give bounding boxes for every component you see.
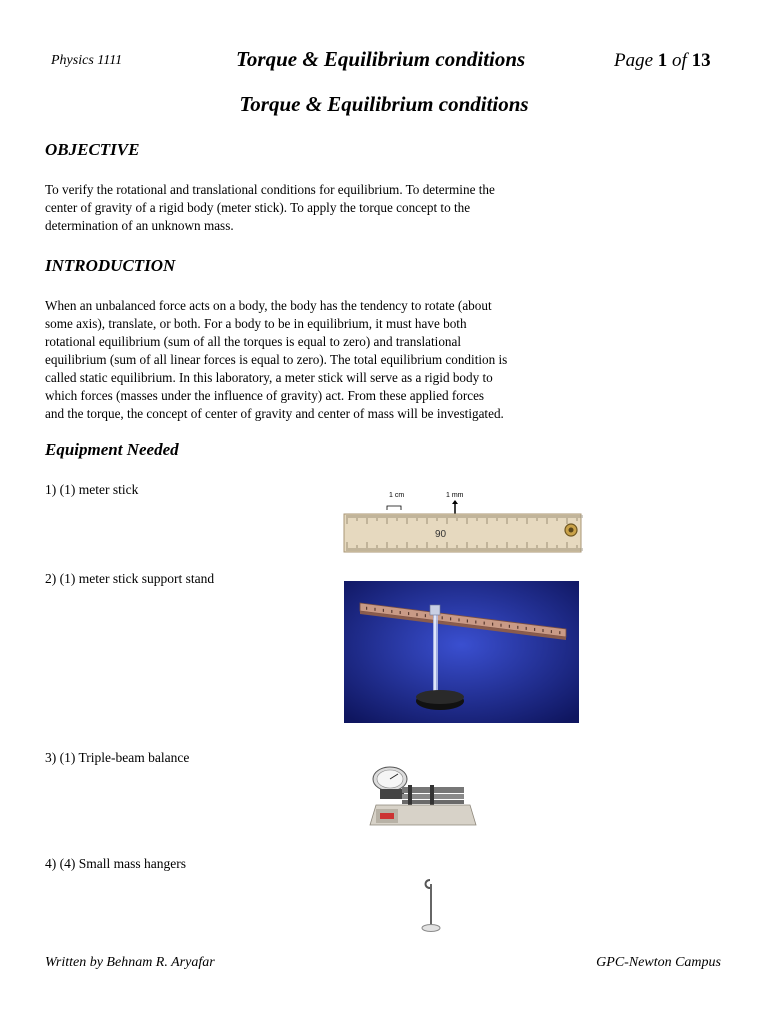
- equipment-item-meter-stick: 1) (1) meter stick: [45, 482, 139, 497]
- equipment-item-support-stand: 2) (1) meter stick support stand: [45, 571, 215, 586]
- page-word: Page: [614, 50, 654, 71]
- objective-line: To verify the rotational and translational conditions for equilibrium. To determine the: [45, 182, 495, 197]
- page-total: 13: [691, 50, 711, 71]
- introduction-line: called static equilibrium. In this laboratory, a meter stick will serve as a rigid body to: [45, 370, 493, 385]
- introduction-line: rotational equilibrium (sum of all the torques is equal to zero) and translational: [45, 334, 462, 349]
- objective-paragraph: [45, 181, 585, 235]
- triple-beam-balance-image: [362, 765, 480, 835]
- footer-author: Written by Behnam R. Aryafar: [45, 955, 215, 970]
- equipment-heading: Equipment Needed: [45, 440, 179, 459]
- introduction-line: When an unbalanced force acts on a body, the body has the tendency to rotate (about: [45, 298, 492, 313]
- page-indicator: [614, 50, 711, 72]
- introduction-line: some axis), translate, or both. For a body to be in equilibrium, it must have both: [45, 316, 467, 331]
- objective-line: determination of an unknown mass.: [45, 218, 234, 233]
- header-title: Torque & Equilibrium conditions: [236, 47, 526, 71]
- ruler-cm-label: 1 cm: [389, 492, 405, 499]
- mass-hanger-image: [420, 878, 444, 936]
- introduction-paragraph: [45, 297, 585, 423]
- introduction-heading: INTRODUCTION: [45, 256, 176, 275]
- footer-campus: GPC-Newton Campus: [596, 955, 721, 970]
- ruler-mm-label: 1 mm: [446, 492, 464, 499]
- document-title-text: Torque & Equilibrium conditions: [239, 92, 529, 116]
- course-name: Physics 1111: [51, 53, 123, 68]
- objective-heading: OBJECTIVE: [45, 140, 140, 159]
- support-stand-image: [344, 581, 579, 723]
- introduction-line: which forces (masses under the influence of gravity) act. From these applied forces: [45, 388, 485, 403]
- of-word: of: [672, 50, 687, 71]
- introduction-line: equilibrium (sum of all linear forces is equal to zero). The total equilibrium condition is: [45, 352, 508, 367]
- objective-line: center of gravity of a rigid body (meter stick). To apply the torque concept to the: [45, 200, 471, 215]
- ruler-reading: 90: [435, 529, 447, 540]
- document-title: [0, 92, 768, 117]
- equipment-item-mass-hangers: 4) (4) Small mass hangers: [45, 856, 186, 871]
- page-number: 1: [657, 50, 668, 71]
- meter-stick-image: [343, 488, 583, 556]
- introduction-line: and the torque, the concept of center of gravity and center of mass will be investigated.: [45, 406, 504, 421]
- equipment-item-balance: 3) (1) Triple-beam balance: [45, 750, 190, 765]
